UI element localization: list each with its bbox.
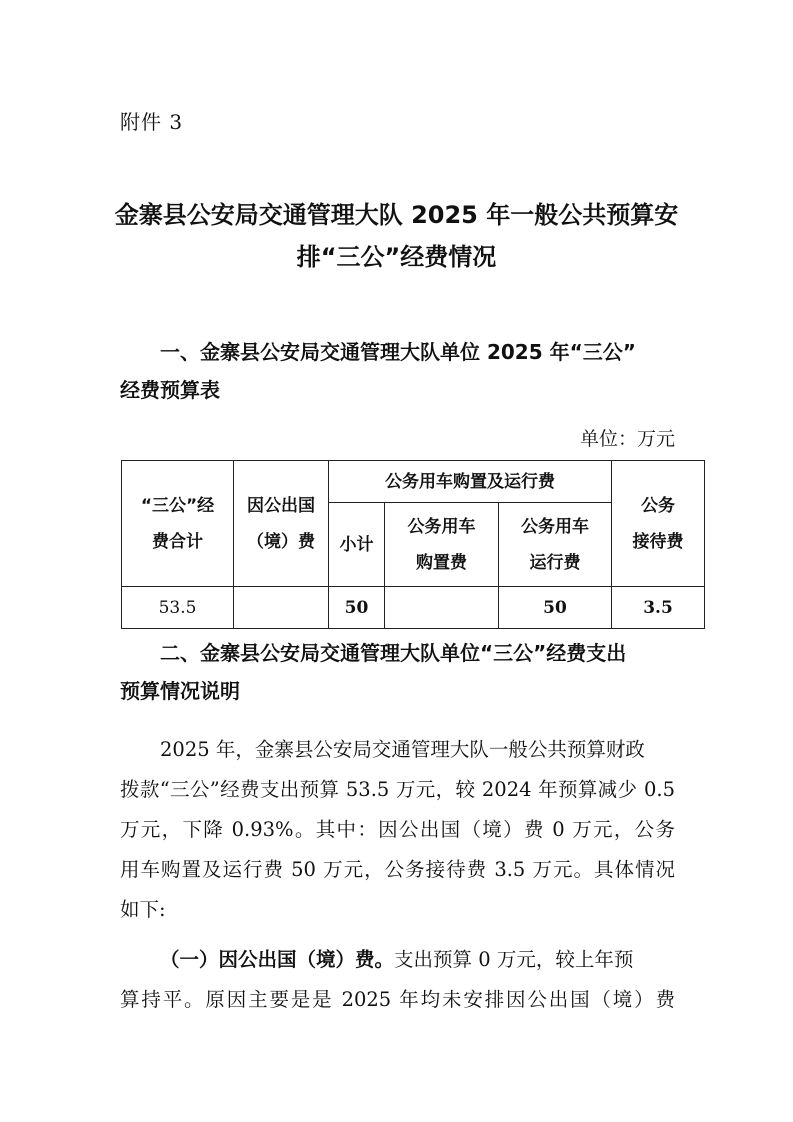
section1-heading-line1: 一、金寨县公安局交通管理大队单位 2025 年“三公” xyxy=(160,340,636,364)
document-title-line1: 金寨县公安局交通管理大队 2025 年一般公共预算安 xyxy=(114,201,679,229)
cell-operation: 50 xyxy=(499,587,612,629)
paragraph-lead: （一）因公出国（境）费。 xyxy=(160,948,395,971)
unit-label: 单位：万元 xyxy=(579,428,675,450)
paragraph-line: 拨款“三公”经费支出预算 53.5 万元，较 2024 年预算减少 0.5 xyxy=(120,778,675,801)
paragraph-line: 万元，下降 0.93%。其中：因公出国（境）费 0 万元，公务 xyxy=(120,818,675,841)
section2-heading-line2: 预算情况说明 xyxy=(120,679,240,703)
header-total: “三公”经 费合计 xyxy=(122,461,234,587)
header-abroad: 因公出国 （境）费 xyxy=(234,461,329,587)
paragraph-line: 用车购置及运行费 50 万元，公务接待费 3.5 万元。具体情况 xyxy=(120,858,675,881)
paragraph-line: 2025 年，金寨县公安局交通管理大队一般公共预算财政 xyxy=(160,738,645,761)
cell-purchase xyxy=(385,587,499,629)
paragraph-line: （一）因公出国（境）费。支出预算 0 万元，较上年预 xyxy=(160,948,634,971)
budget-table xyxy=(121,460,705,629)
table-header-row xyxy=(122,461,705,503)
paragraph-line: 算持平。原因主要是是 2025 年均未安排因公出国（境）费 xyxy=(120,988,675,1011)
cell-abroad xyxy=(234,587,329,629)
header-subtotal: 小计 xyxy=(329,503,385,587)
header-vehicle-group: 公务用车购置及运行费 xyxy=(329,461,612,503)
header-purchase: 公务用车 购置费 xyxy=(385,503,499,587)
table-row xyxy=(122,587,705,629)
header-reception: 公务 接待费 xyxy=(612,461,705,587)
header-operation: 公务用车 运行费 xyxy=(499,503,612,587)
paragraph-line: 如下: xyxy=(120,898,166,921)
cell-reception: 3.5 xyxy=(612,587,705,629)
cell-subtotal: 50 xyxy=(329,587,385,629)
cell-total: 53.5 xyxy=(122,587,234,629)
section1-heading-line2: 经费预算表 xyxy=(120,378,220,402)
document-title-line2: 排“三公”经费情况 xyxy=(296,243,497,271)
section2-heading-line1: 二、金寨县公安局交通管理大队单位“三公”经费支出 xyxy=(160,641,627,665)
attachment-label: 附件 3 xyxy=(120,110,184,134)
